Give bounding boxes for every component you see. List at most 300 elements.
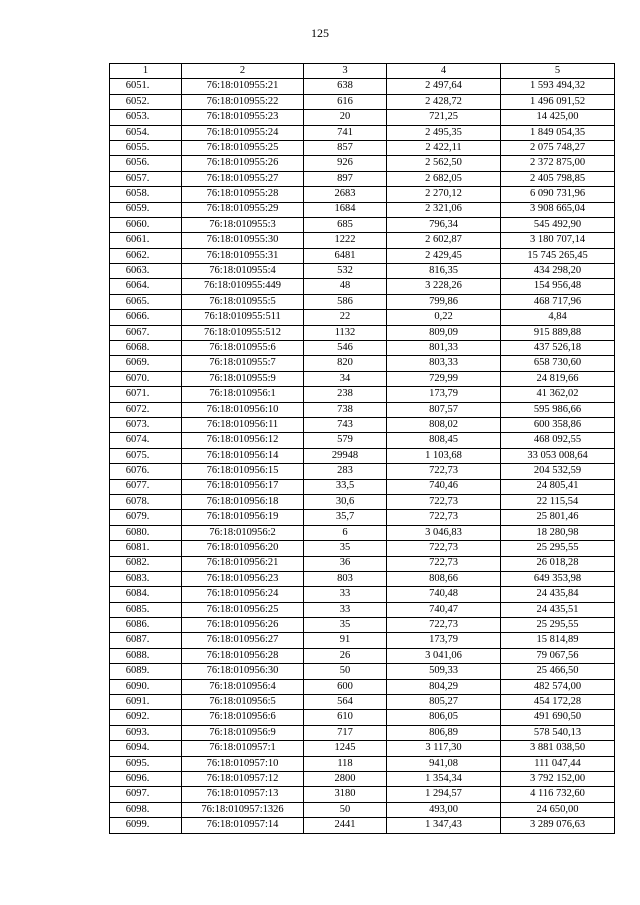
table-row [110, 387, 615, 402]
table-cell: 1222 [304, 233, 387, 248]
table-cell: 6087. [110, 633, 182, 648]
table-cell: 6072. [110, 402, 182, 417]
table-cell: 173,79 [387, 633, 501, 648]
table-row [110, 725, 615, 740]
table-cell: 204 532,59 [501, 464, 615, 479]
table-cell: 801,33 [387, 341, 501, 356]
table-row [110, 341, 615, 356]
table-cell: 2 372 875,00 [501, 156, 615, 171]
table-cell: 600 358,86 [501, 417, 615, 432]
table-cell: 25 295,55 [501, 618, 615, 633]
table-cell: 76:18:010955:26 [182, 156, 304, 171]
table-cell: 26 018,28 [501, 556, 615, 571]
table-cell: 76:18:010955:6 [182, 341, 304, 356]
table-cell: 2 602,87 [387, 233, 501, 248]
table-cell: 76:18:010956:24 [182, 587, 304, 602]
table-cell: 238 [304, 387, 387, 402]
table-row [110, 633, 615, 648]
table-cell: 3 228,26 [387, 279, 501, 294]
table-cell: 806,89 [387, 725, 501, 740]
table-row [110, 202, 615, 217]
table-cell: 76:18:010955:9 [182, 371, 304, 386]
table-cell: 2683 [304, 187, 387, 202]
table-row [110, 587, 615, 602]
table-cell: 6070. [110, 371, 182, 386]
table-cell: 154 956,48 [501, 279, 615, 294]
table-cell: 76:18:010956:18 [182, 494, 304, 509]
table-cell: 6084. [110, 587, 182, 602]
table-cell: 6065. [110, 294, 182, 309]
table-cell: 803 [304, 571, 387, 586]
table-row [110, 510, 615, 525]
table-cell: 808,66 [387, 571, 501, 586]
table-cell: 6094. [110, 741, 182, 756]
table-cell: 2 075 748,27 [501, 140, 615, 155]
table-row [110, 233, 615, 248]
table-cell: 610 [304, 710, 387, 725]
table-cell: 29948 [304, 448, 387, 463]
table-cell: 805,27 [387, 695, 501, 710]
table-cell: 76:18:010957:13 [182, 787, 304, 802]
table-cell: 6078. [110, 494, 182, 509]
table-cell: 33 053 008,64 [501, 448, 615, 463]
table-cell: 33 [304, 587, 387, 602]
table-cell: 6095. [110, 756, 182, 771]
table-cell: 3 180 707,14 [501, 233, 615, 248]
table-cell: 807,57 [387, 402, 501, 417]
table-cell: 6085. [110, 602, 182, 617]
table-cell: 6051. [110, 79, 182, 94]
table-cell: 14 425,00 [501, 110, 615, 125]
table-cell: 111 047,44 [501, 756, 615, 771]
table-cell: 579 [304, 433, 387, 448]
table-cell: 22 115,54 [501, 494, 615, 509]
table-header-row [110, 64, 615, 79]
table-cell: 6082. [110, 556, 182, 571]
table-cell: 76:18:010955:23 [182, 110, 304, 125]
table-cell: 722,73 [387, 494, 501, 509]
table-cell: 76:18:010956:26 [182, 618, 304, 633]
table-cell: 3 117,30 [387, 741, 501, 756]
table-row [110, 618, 615, 633]
table-cell: 468 717,96 [501, 294, 615, 309]
table-row [110, 771, 615, 786]
table-cell: 3 041,06 [387, 648, 501, 663]
table-row [110, 556, 615, 571]
table-cell: 76:18:010956:12 [182, 433, 304, 448]
table-cell: 741 [304, 125, 387, 140]
table-cell: 600 [304, 679, 387, 694]
table-cell: 6053. [110, 110, 182, 125]
table-cell: 2 321,06 [387, 202, 501, 217]
table-cell: 79 067,56 [501, 648, 615, 663]
table-cell: 6060. [110, 217, 182, 232]
table-cell: 76:18:010956:17 [182, 479, 304, 494]
table-cell: 6086. [110, 618, 182, 633]
table-cell: 76:18:010957:1 [182, 741, 304, 756]
table-cell: 76:18:010956:9 [182, 725, 304, 740]
table-cell: 799,86 [387, 294, 501, 309]
table-row [110, 541, 615, 556]
table-row [110, 756, 615, 771]
table-row [110, 356, 615, 371]
table-cell: 36 [304, 556, 387, 571]
table-cell: 76:18:010956:1 [182, 387, 304, 402]
table-cell: 722,73 [387, 510, 501, 525]
table-cell: 722,73 [387, 618, 501, 633]
table-cell: 2 562,50 [387, 156, 501, 171]
table-cell: 76:18:010955:511 [182, 310, 304, 325]
table-row [110, 310, 615, 325]
table-row [110, 664, 615, 679]
table-cell: 50 [304, 802, 387, 817]
table-cell: 35 [304, 618, 387, 633]
table-cell: 6481 [304, 248, 387, 263]
table-cell: 76:18:010955:25 [182, 140, 304, 155]
table-cell: 6076. [110, 464, 182, 479]
table-row [110, 494, 615, 509]
table-cell: 6062. [110, 248, 182, 263]
table-row [110, 417, 615, 432]
table-cell: 76:18:010955:30 [182, 233, 304, 248]
table-cell: 2 270,12 [387, 187, 501, 202]
table-cell: 482 574,00 [501, 679, 615, 694]
table-cell: 76:18:010955:28 [182, 187, 304, 202]
table-row [110, 187, 615, 202]
column-header: 5 [501, 64, 615, 79]
table-cell: 0,22 [387, 310, 501, 325]
column-header: 3 [304, 64, 387, 79]
table-cell: 658 730,60 [501, 356, 615, 371]
table-row [110, 787, 615, 802]
table-cell: 24 805,41 [501, 479, 615, 494]
table-row [110, 802, 615, 817]
table-cell: 738 [304, 402, 387, 417]
table-cell: 6074. [110, 433, 182, 448]
table-cell: 1 294,57 [387, 787, 501, 802]
table-cell: 717 [304, 725, 387, 740]
table-cell: 25 466,50 [501, 664, 615, 679]
table-cell: 1 103,68 [387, 448, 501, 463]
table-cell: 76:18:010956:30 [182, 664, 304, 679]
table-cell: 3 289 076,63 [501, 818, 615, 833]
table-cell: 6 [304, 525, 387, 540]
table-row [110, 679, 615, 694]
table-cell: 796,34 [387, 217, 501, 232]
column-header: 2 [182, 64, 304, 79]
table-cell: 2800 [304, 771, 387, 786]
table-cell: 1 354,34 [387, 771, 501, 786]
table-cell: 76:18:010957:12 [182, 771, 304, 786]
table-cell: 532 [304, 264, 387, 279]
table-row [110, 710, 615, 725]
table-cell: 803,33 [387, 356, 501, 371]
table-cell: 6093. [110, 725, 182, 740]
table-row [110, 741, 615, 756]
table-cell: 25 295,55 [501, 541, 615, 556]
table-cell: 76:18:010955:22 [182, 94, 304, 109]
table-cell: 35 [304, 541, 387, 556]
table-cell: 6098. [110, 802, 182, 817]
table-cell: 33,5 [304, 479, 387, 494]
table-cell: 76:18:010956:20 [182, 541, 304, 556]
table-cell: 6092. [110, 710, 182, 725]
table-row [110, 279, 615, 294]
table-cell: 434 298,20 [501, 264, 615, 279]
table-cell: 3 046,83 [387, 525, 501, 540]
table-cell: 6 090 731,96 [501, 187, 615, 202]
table-row [110, 818, 615, 833]
table-cell: 91 [304, 633, 387, 648]
table-cell: 2 495,35 [387, 125, 501, 140]
table-body [110, 79, 615, 833]
table-cell: 820 [304, 356, 387, 371]
table-cell: 586 [304, 294, 387, 309]
table-cell: 2 429,45 [387, 248, 501, 263]
table-cell: 3180 [304, 787, 387, 802]
table-row [110, 79, 615, 94]
table-cell: 721,25 [387, 110, 501, 125]
table-cell: 1 593 494,32 [501, 79, 615, 94]
table-cell: 2 497,64 [387, 79, 501, 94]
table-cell: 2 682,05 [387, 171, 501, 186]
table-cell: 76:18:010955:27 [182, 171, 304, 186]
table-cell: 722,73 [387, 556, 501, 571]
table-cell: 76:18:010956:15 [182, 464, 304, 479]
table-cell: 468 092,55 [501, 433, 615, 448]
table-cell: 816,35 [387, 264, 501, 279]
table-cell: 76:18:010955:31 [182, 248, 304, 263]
table-cell: 76:18:010955:24 [182, 125, 304, 140]
table-cell: 24 435,84 [501, 587, 615, 602]
table-cell: 76:18:010955:21 [182, 79, 304, 94]
table-cell: 6083. [110, 571, 182, 586]
table-cell: 740,46 [387, 479, 501, 494]
table-cell: 2 405 798,85 [501, 171, 615, 186]
table-cell: 76:18:010956:5 [182, 695, 304, 710]
table-cell: 806,05 [387, 710, 501, 725]
table-cell: 76:18:010956:6 [182, 710, 304, 725]
table-cell: 493,00 [387, 802, 501, 817]
table-cell: 76:18:010956:11 [182, 417, 304, 432]
table-cell: 33 [304, 602, 387, 617]
table-cell: 76:18:010957:14 [182, 818, 304, 833]
page-number: 125 [311, 26, 329, 40]
table-cell: 26 [304, 648, 387, 663]
table-cell: 6066. [110, 310, 182, 325]
table-cell: 4 116 732,60 [501, 787, 615, 802]
table-cell: 6069. [110, 356, 182, 371]
table-cell: 491 690,50 [501, 710, 615, 725]
table-cell: 76:18:010956:25 [182, 602, 304, 617]
table-cell: 76:18:010955:449 [182, 279, 304, 294]
table-cell: 6077. [110, 479, 182, 494]
table-cell: 6091. [110, 695, 182, 710]
table-cell: 6059. [110, 202, 182, 217]
table-cell: 76:18:010956:27 [182, 633, 304, 648]
table-cell: 6096. [110, 771, 182, 786]
table-row [110, 110, 615, 125]
table-cell: 35,7 [304, 510, 387, 525]
table-cell: 6064. [110, 279, 182, 294]
table-cell: 34 [304, 371, 387, 386]
table-cell: 18 280,98 [501, 525, 615, 540]
table-cell: 595 986,66 [501, 402, 615, 417]
table-cell: 76:18:010956:10 [182, 402, 304, 417]
table-cell: 6097. [110, 787, 182, 802]
table-row [110, 325, 615, 340]
table-cell: 685 [304, 217, 387, 232]
table-cell: 941,08 [387, 756, 501, 771]
table-cell: 578 540,13 [501, 725, 615, 740]
table-cell: 76:18:010957:1326 [182, 802, 304, 817]
table-cell: 6063. [110, 264, 182, 279]
table-cell: 804,29 [387, 679, 501, 694]
table-cell: 1684 [304, 202, 387, 217]
table-cell: 509,33 [387, 664, 501, 679]
table-cell: 6068. [110, 341, 182, 356]
table-cell: 6080. [110, 525, 182, 540]
table-cell: 20 [304, 110, 387, 125]
table-cell: 6071. [110, 387, 182, 402]
table-cell: 76:18:010957:10 [182, 756, 304, 771]
table-cell: 2 422,11 [387, 140, 501, 155]
table-cell: 6061. [110, 233, 182, 248]
table-cell: 6056. [110, 156, 182, 171]
table-row [110, 371, 615, 386]
table-cell: 6067. [110, 325, 182, 340]
table-cell: 6073. [110, 417, 182, 432]
table-cell: 76:18:010956:19 [182, 510, 304, 525]
table-row [110, 448, 615, 463]
table-cell: 76:18:010955:5 [182, 294, 304, 309]
table-cell: 6075. [110, 448, 182, 463]
column-header: 4 [387, 64, 501, 79]
table-cell: 76:18:010955:7 [182, 356, 304, 371]
table-cell: 915 889,88 [501, 325, 615, 340]
table-cell: 649 353,98 [501, 571, 615, 586]
table-cell: 22 [304, 310, 387, 325]
table-cell: 1 496 091,52 [501, 94, 615, 109]
table-cell: 50 [304, 664, 387, 679]
table-cell: 6058. [110, 187, 182, 202]
data-table [109, 63, 615, 834]
table-row [110, 248, 615, 263]
table-cell: 24 819,66 [501, 371, 615, 386]
table-row [110, 294, 615, 309]
table-cell: 857 [304, 140, 387, 155]
table-row [110, 464, 615, 479]
table-cell: 808,45 [387, 433, 501, 448]
table-cell: 1 849 054,35 [501, 125, 615, 140]
table-cell: 76:18:010956:14 [182, 448, 304, 463]
table-cell: 3 881 038,50 [501, 741, 615, 756]
table-cell: 743 [304, 417, 387, 432]
table-cell: 616 [304, 94, 387, 109]
table-row [110, 125, 615, 140]
table-row [110, 171, 615, 186]
table-row [110, 264, 615, 279]
table-row [110, 525, 615, 540]
table-row [110, 479, 615, 494]
table-cell: 15 745 265,45 [501, 248, 615, 263]
table-cell: 729,99 [387, 371, 501, 386]
table-cell: 6099. [110, 818, 182, 833]
table-cell: 48 [304, 279, 387, 294]
table-cell: 25 801,46 [501, 510, 615, 525]
table-cell: 41 362,02 [501, 387, 615, 402]
table-cell: 722,73 [387, 464, 501, 479]
table-cell: 437 526,18 [501, 341, 615, 356]
table-cell: 76:18:010955:29 [182, 202, 304, 217]
table-cell: 6055. [110, 140, 182, 155]
table-cell: 897 [304, 171, 387, 186]
table-cell: 638 [304, 79, 387, 94]
table-cell: 76:18:010956:21 [182, 556, 304, 571]
table-row [110, 602, 615, 617]
table-cell: 2441 [304, 818, 387, 833]
table-row [110, 402, 615, 417]
table-row [110, 217, 615, 232]
table-cell: 1132 [304, 325, 387, 340]
table-cell: 722,73 [387, 541, 501, 556]
table-cell: 6054. [110, 125, 182, 140]
table-row [110, 571, 615, 586]
table-cell: 76:18:010955:4 [182, 264, 304, 279]
table-row [110, 433, 615, 448]
table-cell: 173,79 [387, 387, 501, 402]
table-cell: 6057. [110, 171, 182, 186]
table-cell: 808,02 [387, 417, 501, 432]
table-cell: 564 [304, 695, 387, 710]
table-cell: 24 650,00 [501, 802, 615, 817]
table-cell: 6089. [110, 664, 182, 679]
table-cell: 546 [304, 341, 387, 356]
column-header: 1 [110, 64, 182, 79]
table-cell: 76:18:010955:3 [182, 217, 304, 232]
table-cell: 76:18:010955:512 [182, 325, 304, 340]
table-cell: 6081. [110, 541, 182, 556]
table-row [110, 695, 615, 710]
table-cell: 6052. [110, 94, 182, 109]
table-cell: 76:18:010956:28 [182, 648, 304, 663]
table-cell: 24 435,51 [501, 602, 615, 617]
table-cell: 6088. [110, 648, 182, 663]
table-row [110, 94, 615, 109]
table-cell: 3 908 665,04 [501, 202, 615, 217]
table-cell: 926 [304, 156, 387, 171]
table-cell: 4,84 [501, 310, 615, 325]
table-cell: 30,6 [304, 494, 387, 509]
table-cell: 1 347,43 [387, 818, 501, 833]
table-cell: 6090. [110, 679, 182, 694]
table-cell: 76:18:010956:2 [182, 525, 304, 540]
table-cell: 809,09 [387, 325, 501, 340]
table-cell: 2 428,72 [387, 94, 501, 109]
table-row [110, 648, 615, 663]
table-cell: 3 792 152,00 [501, 771, 615, 786]
table-row [110, 156, 615, 171]
table-cell: 740,48 [387, 587, 501, 602]
table-cell: 454 172,28 [501, 695, 615, 710]
table-cell: 6079. [110, 510, 182, 525]
table-cell: 740,47 [387, 602, 501, 617]
table-cell: 76:18:010956:23 [182, 571, 304, 586]
table-cell: 1245 [304, 741, 387, 756]
table-row [110, 140, 615, 155]
table-cell: 545 492,90 [501, 217, 615, 232]
table-cell: 118 [304, 756, 387, 771]
